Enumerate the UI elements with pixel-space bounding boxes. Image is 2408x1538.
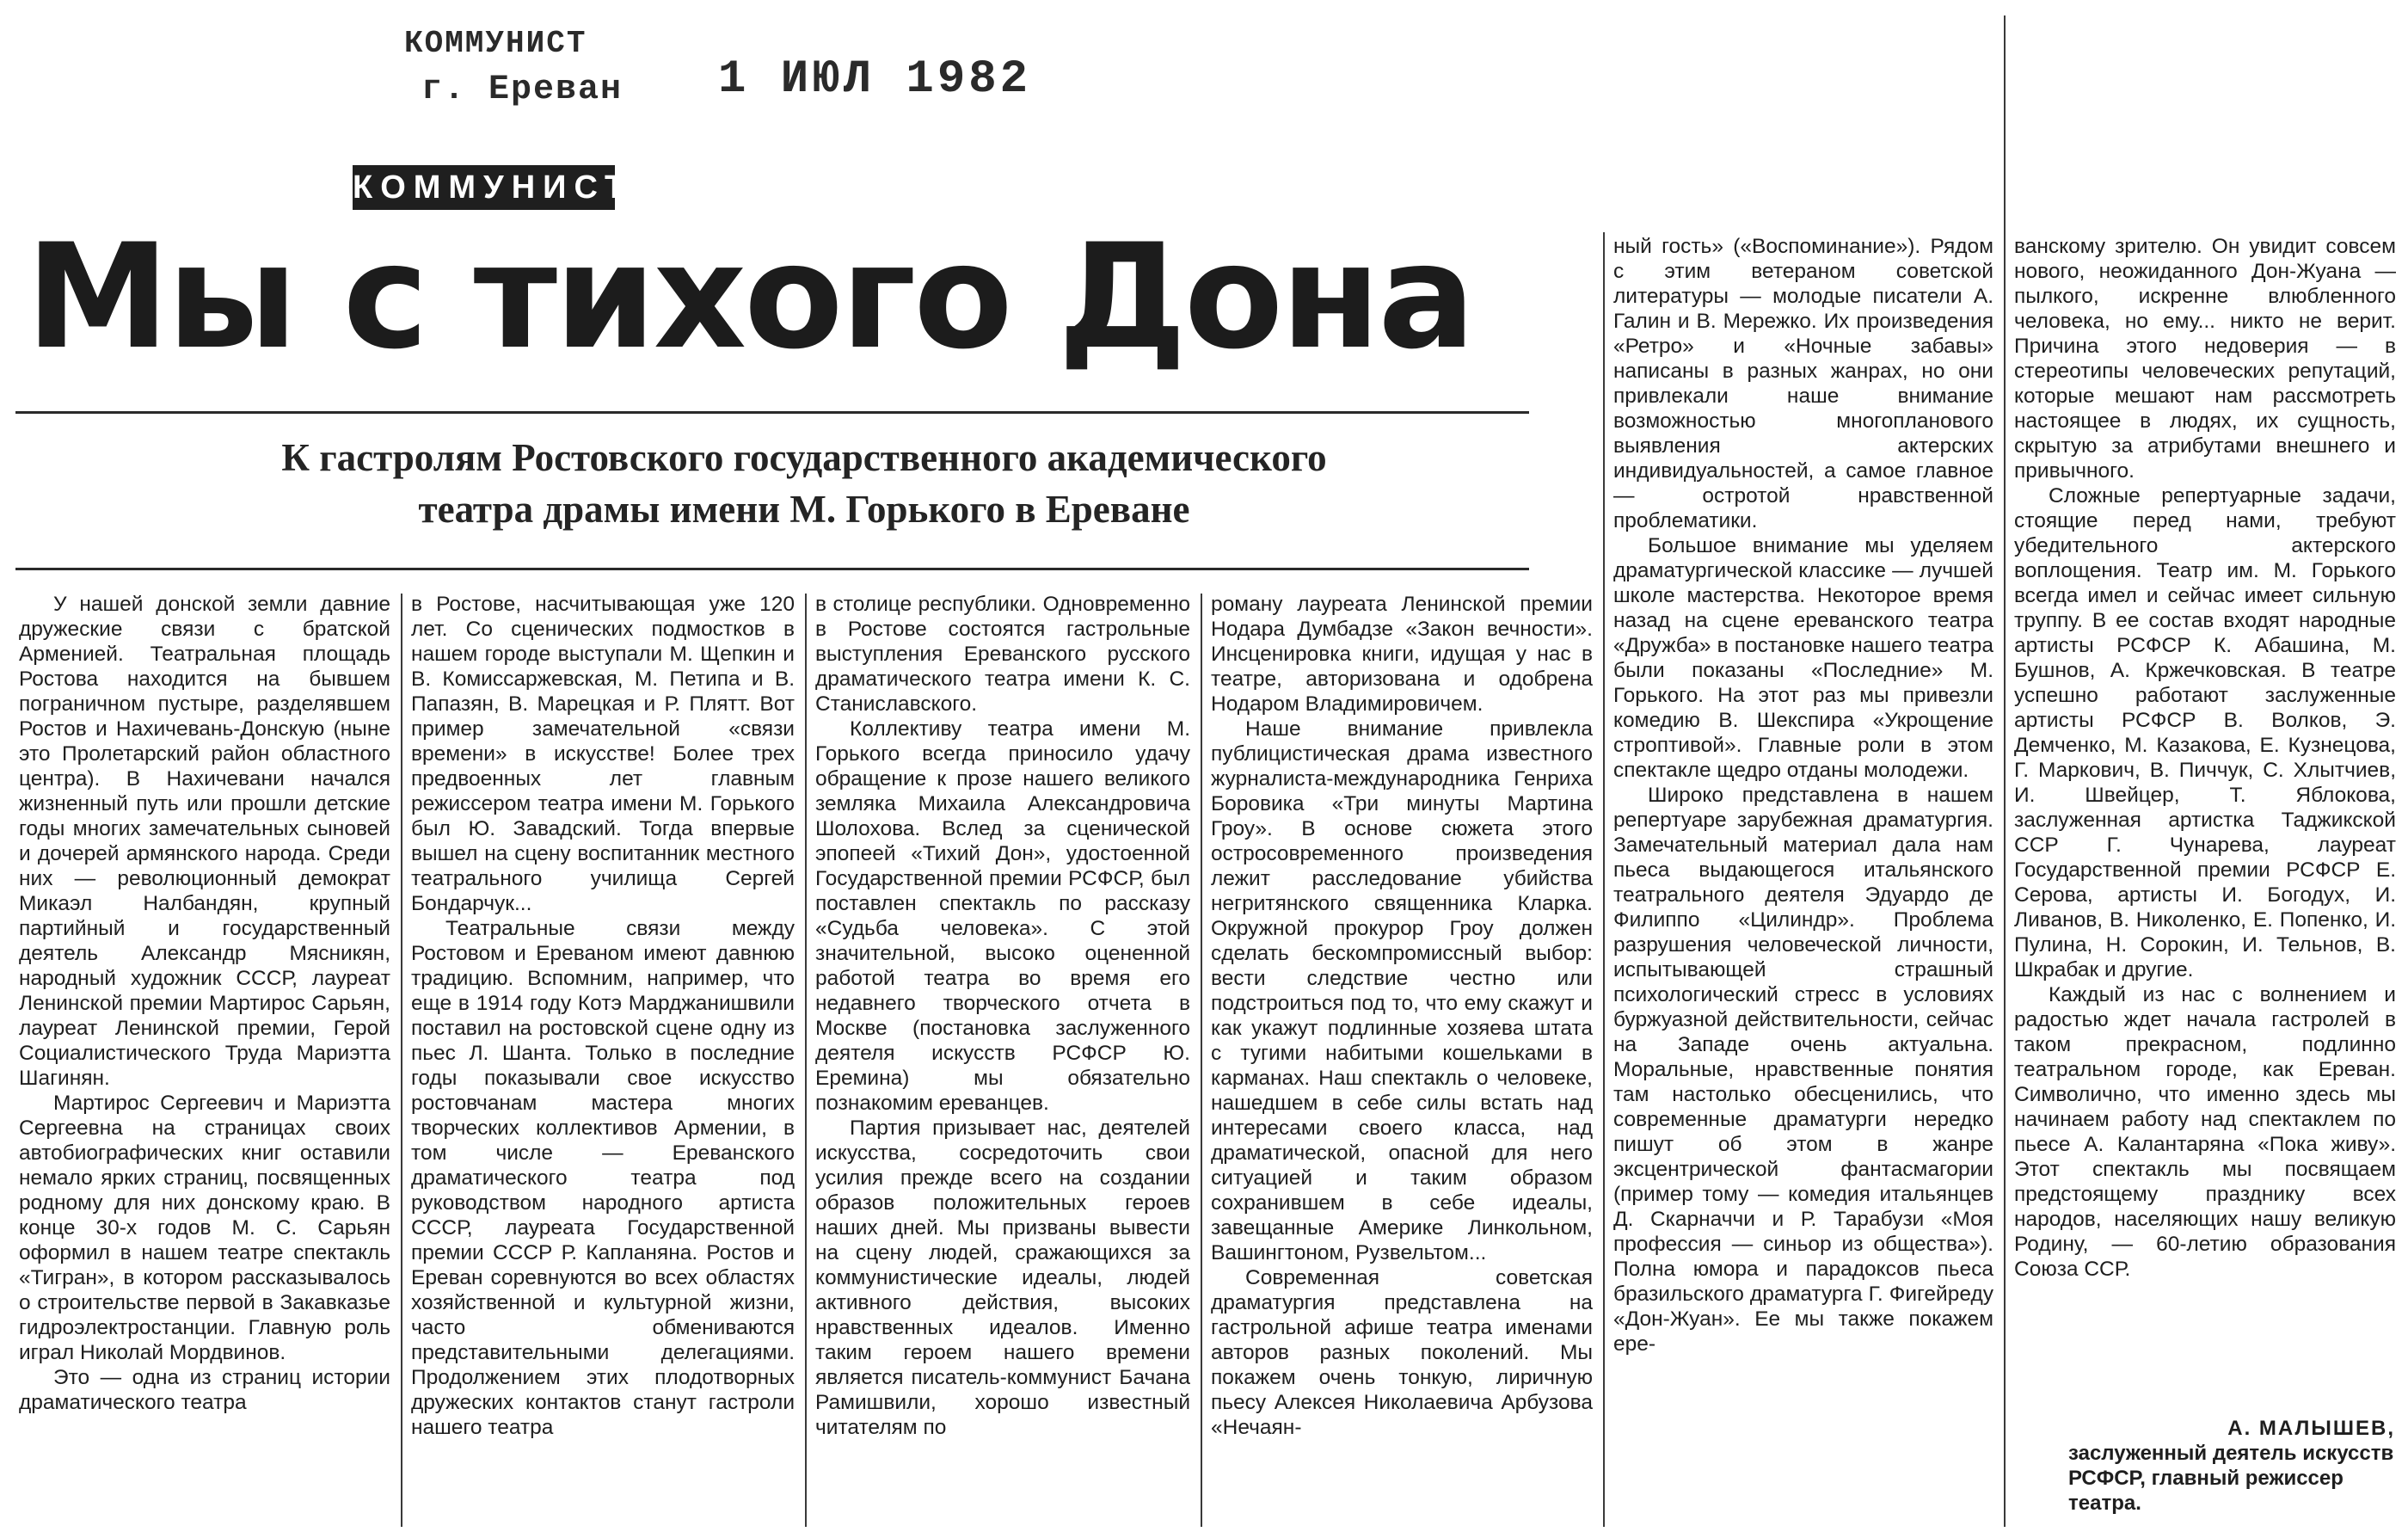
paragraph: Мартирос Сергеевич и Мариэтта Сергеевна на страницах своих автобиографических книг оставили немало ярких страниц, посвященных родному для них донскому краю. В конце 30-х годов М. С. Сарьян оформил в нашем театре спектакль «Тигран», в котором рассказывалось о строительстве первой в Закавказье гидроэлектростанции. Главную роль играл Николай Мордвинов.	[19, 1092, 390, 1364]
paragraph: Это — одна из страниц истории драматического театра	[19, 1366, 390, 1414]
paragraph: роману лауреата Ленинской премии Нодара Думбадзе «Закон вечности». Инсценировка книги, идущая у нас в театре, авторизована и одобрена Нодаром Владимировичем.	[1211, 593, 1593, 716]
paragraph: Коллективу театра имени М. Горького всегда приносило удачу обращение к прозе нашего великого земляка Михаила Александровича Шолохова. Вслед за сценической эпопеей «Тихий Дон», удостоенной Государственной премии РСФСР, был поставлен спектакль по рассказу «Судьба человека». С этой значительной, высоко оцененной работой театра во время его недавнего творческого отчета в Москве (постановка заслуженного деятеля искусств РСФСР Ю. Еремина) мы обязательно познакомим ереванцев.	[815, 717, 1190, 1115]
paragraph: Сложные репертуарные задачи, стоящие перед нами, требуют убедительного актерского воплощения. Театр им. М. Горького всегда имел и сейчас имеет сильную труппу. В ее состав входят народные артисты РСФСР К. Абашина, М. Бушнов, А. Кржечковская. В театре успешно работают заслуженные артисты РСФСР В. Волков, Э. Демченко, М. Казакова, Е. Кузнецова, Г. Маркович, В. Пиччук, С. Хлытчиев, И. Швейцер, Т. Яблокова, заслуженная артистка Таджикской ССР Г. Чунарева, лауреат Государственной премии РСФСР Е. Серова, артисты И. Богодух, И. Ливанов, В. Николенко, Е. Попенко, И. Пулина, Н. Сорокин, И. Тельнов, В. Шкрабак и другие.	[2014, 484, 2396, 981]
subhead-line: К гастролям Ростовского государственного академического	[281, 436, 1327, 479]
paragraph: Широко представлена в нашем репертуаре зарубежная драматургия. Замечательный материал дала нам пьеса выдающегося итальянского театрального деятеля Эдуардо де Филиппо «Цилиндр». Проблема разрушения человеческой личности, испытывающей страшный психологический стресс в условиях буржуазной действительности, сейчас на Западе очень актуальна. Моральные, нравственные понятия там настолько обесценились, что современные драматурги нередко пишут об этом в жанре эксцентрической фантасмагории (пример тому — комедия итальянцев Д. Скарначчи и Р. Тарабузи «Моя профессия — синьор из общества»). Полна юмора и парадоксов пьеса бразильского драматурга Г. Фигейреду «Дон-Жуан». Ее мы также покажем ере-	[1613, 784, 1993, 1356]
paragraph: Большое внимание мы уделяем драматургической классике — лучшей школе мастерства. Некоторое время назад на сцене ереванского театра «Дружба» в постановке нашего театра были показаны «Последние» М. Горького. На этот раз мы привезли комедию В. Шекспира «Укрощение строптивой». Главные роли в этом спектакле щедро отданы молодежи.	[1613, 534, 1993, 782]
article-column-1	[19, 592, 390, 1529]
article-column-2	[411, 592, 795, 1529]
newspaper-masthead: КОММУНИСТ	[353, 165, 615, 210]
article-column-5	[1613, 234, 1993, 1528]
clipping-stamp-date: 1 ИЮЛ 1982	[718, 53, 1032, 106]
subhead-line: театра драмы имени М. Горького в Ереване	[418, 488, 1190, 531]
author-name: А. МАЛЫШЕВ,	[2227, 1417, 2395, 1440]
divider-rule	[15, 411, 1529, 414]
article-column-4	[1211, 592, 1593, 1529]
column-divider	[1201, 594, 1202, 1527]
clipping-stamp-city: г. Ереван	[421, 71, 624, 109]
clipping-stamp-paper: КОММУНИСТ	[404, 26, 587, 61]
paragraph: ванскому зрителю. Он увидит совсем нового, неожиданного Дон-Жуана — пылкого, искренне влюбленного человека, но ему... никто не верит. Причина этого недоверия — в стереотипы человеческих репутаций, которые мешают нам рассмотреть настоящее в людях, их сущность, скрытую за атрибутами внешнего и привычного.	[2014, 235, 2396, 483]
article-subhead	[138, 432, 1471, 535]
author-title: заслуженный деятель искусств РСФСР, главный режиссер театра.	[2068, 1442, 2394, 1515]
author-signature	[2042, 1416, 2395, 1516]
column-divider	[805, 594, 807, 1527]
divider-rule	[15, 568, 1529, 570]
article-headline: Мы с тихого Дона	[26, 212, 1473, 381]
paragraph: в Ростове, насчитывающая уже 120 лет. Со сценических подмостков в нашем городе выступали М. Щепкин и В. Комиссаржевская, М. Петипа и В. Папазян, В. Марецкая и Р. Плятт. Вот пример замечательной «связи времени» в искусстве! Более трех предвоенных лет главным режиссером театра имени М. Горького был Ю. Завадский. Тогда впервые вышел на сцену воспитанник местного театрального училища Сергей Бондарчук...	[411, 593, 795, 915]
paragraph: Современная советская драматургия представлена на гастрольной афише театра именами авторов разных поколений. Мы покажем очень тонкую, лиричную пьесу Алексея Николаевича Арбузова «Нечаян-	[1211, 1266, 1593, 1439]
column-divider	[2004, 15, 2006, 1527]
paragraph: Каждый из нас с волнением и радостью ждет начала гастролей в таком прекрасном, подлинно театральном городе, как Ереван. Символично, что именно здесь мы начинаем работу над спектаклем по пьесе А. Калантаряна «Пока живу». Этот спектакль мы посвящаем предстоящему празднику всех народов, населяющих нашу великую Родину, — 60-летию образования Союза ССР.	[2014, 983, 2396, 1281]
paragraph: в столице республики. Одновременно в Ростове состоятся гастрольные выступления Ереванского русского драматического театра имени К. С. Станиславского.	[815, 593, 1190, 716]
paragraph: ный гость» («Воспоминание»). Рядом с этим ветераном советской литературы — молодые писатели А. Галин и В. Мережко. Их произведения «Ретро» и «Ночные забавы» написаны в разных жанрах, но они привлекали наше внимание возможностью многопланового выявления актерских индивидуальностей, а самое главное — остротой нравственной проблематики.	[1613, 235, 1993, 532]
column-divider	[1603, 232, 1605, 1527]
paragraph: У нашей донской земли давние дружеские связи с братской Арменией. Театральная площадь Ростова находится на бывшем пограничном пустыре, разделявшем Ростов и Нахичевань-Донскую (ныне это Пролетарский район областного центра). В Нахичевани начался жизненный путь или прошли детские годы многих замечательных сыновей и дочерей армянского народа. Среди них — революционный демократ Микаэл Налбандян, крупный партийный и государственный деятель Александр Мясникян, народный художник СССР, лауреат Ленинской премии Мартирос Сарьян, лауреат Ленинской премии, Герой Социалистического Труда Мариэтта Шагинян.	[19, 593, 390, 1090]
paragraph: Наше внимание привлекла публицистическая драма известного журналиста-международника Генриха Боровика «Три минуты Мартина Гроу». В основе сюжета этого остросовременного произведения лежит расследование убийства негритянского священника Кларка. Окружной прокурор Гроу должен сделать бескомпромиссный выбор: вести следствие честно или подстроиться под то, что ему скажут и как укажут подлинные хозяева штата с тугими набитыми кошельками в карманах. Наш спектакль о человеке, нашедшем в себе силы встать над интересами своего класса, над драматической, опасной для него ситуацией и таким образом сохранившем в себе идеалы, завещанные Америке Линкольном, Вашингтоном, Рузвельтом...	[1211, 717, 1593, 1264]
paragraph: Партия призывает нас, деятелей искусства, сосредоточить свои усилия прежде всего на создании образов положительных героев наших дней. Мы призваны вывести на сцену людей, сражающихся за коммунистические идеалы, людей активного действия, высоких нравственных идеалов. Именно таким героем нашего времени является писатель-коммунист Бачана Рамишвили, хорошо известный читателям по	[815, 1117, 1190, 1439]
article-column-3	[815, 592, 1190, 1529]
article-column-6	[2014, 234, 2396, 1409]
column-divider	[401, 594, 402, 1527]
paragraph: Театральные связи между Ростовом и Ереваном имеют давнюю традицию. Вспомним, например, что еще в 1914 году Котэ Марджанишвили поставил на ростовской сцене одну из пьес Л. Шанта. Только в последние годы показывали свое искусство ростовчанам мастера многих творческих коллективов Армении, в том числе — Ереванского драматического театра под руководством народного артиста СССР, лауреата Государственной премии СССР Р. Капланяна. Ростов и Ереван соревнуются во всех областях хозяйственной и культурной жизни, часто обмениваются представительными делегациями. Продолжением этих плодотворных дружеских контактов станут гастроли нашего театра	[411, 917, 795, 1439]
